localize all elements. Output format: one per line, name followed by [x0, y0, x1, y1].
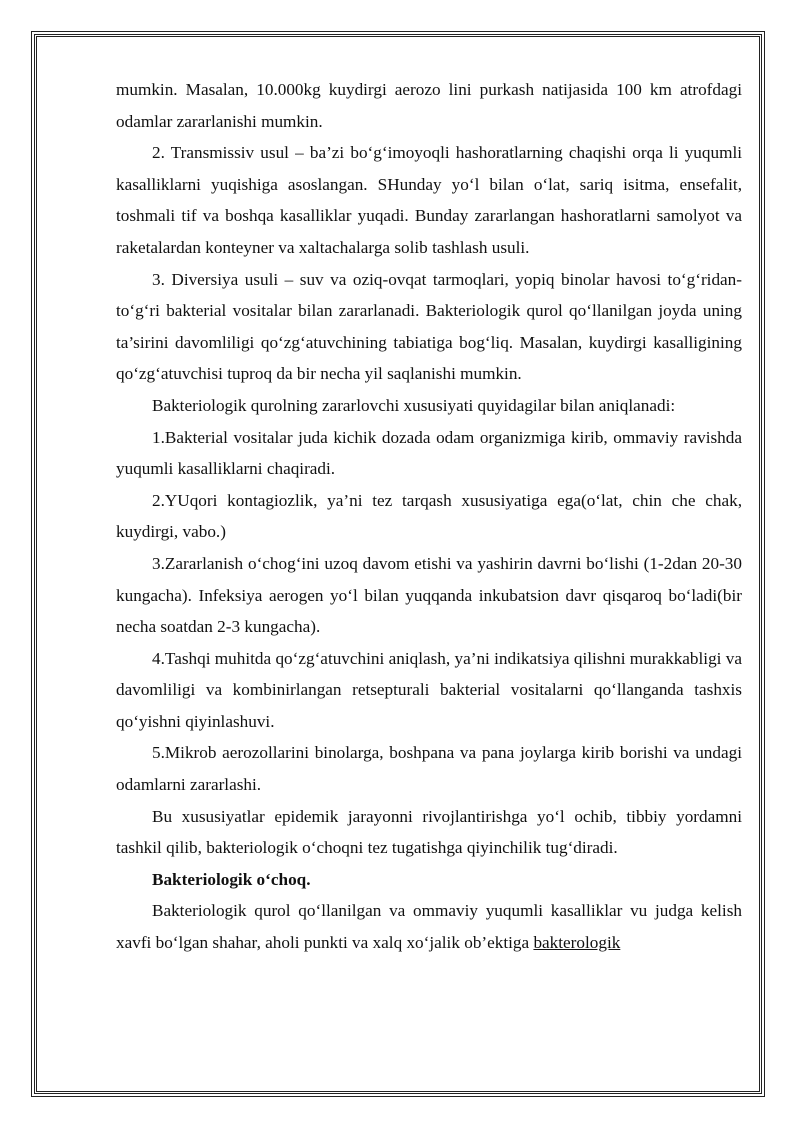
document-body — [116, 74, 742, 959]
paragraph-diversiya-usuli: 3. Diversiya usuli – suv va oziq-ovqat tarmoqlari, yopiq binolar havosi to‘g‘ridan-to‘g‘ri bakterial vositalar bilan zararlanadi. Bakteriologik qurol qo‘llanilgan joyda uning ta’sirini davomliligi qo‘zg‘atuvchining tabiatiga bog‘liq. Masalan, kuydirgi kasalligining qo‘zg‘atuvchisi tuproq da bir necha yil saqlanishi mumkin. — [116, 269, 742, 384]
paragraph-summary: Bu xususiyatlar epidemik jarayonni rivojlantirishga yo‘l ochib, tibbiy yordamni tashkil qilib, bakteriologik o‘choqni tez tugatishga qiyinchilik tug‘diradi. — [116, 806, 742, 858]
list-item-2: 2.YUqori kontagiozlik, ya’ni tez tarqash xususiyatiga ega(o‘lat, chin che chak, kuydirgi, vabo.) — [116, 490, 742, 542]
underlined-word: bakterologik — [533, 933, 621, 953]
list-item-5: 5.Mikrob aerozollarini binolarga, boshpana va pana joylarga kirib borishi va undagi odamlarni zararlashi. — [116, 743, 742, 795]
paragraph-last — [116, 895, 742, 958]
list-item-4: 4.Tashqi muhitda qo‘zg‘atuvchini aniqlash, ya’ni indikatsiya qilishni murakkabligi va davomliligi va kombinirlangan retsepturali bakterial vositalarni qo‘llanganda tashxis qo‘yishni qiyinlashuvi. — [116, 648, 742, 731]
list-item-1: 1.Bakterial vositalar juda kichik dozada odam organizmiga kirib, ommaviy ravishda yuqumli kasalliklarni chaqiradi. — [116, 427, 742, 479]
section-heading: Bakteriologik o‘choq. — [152, 869, 311, 889]
paragraph-transmissiv-usul: 2. Transmissiv usul – ba’zi bo‘g‘imoyoqli hashoratlarning chaqishi orqa li yuqumli kasalliklarni yuqishiga asoslangan. SHunday yo‘l bilan o‘lat, sariq isitma, ensefalit, toshmali tif va boshqa kasalliklar yuqadi. Bunday zararlangan hashoratlarni samolyot va raketalardan konteyner va xaltachalarga solib tashlash usuli. — [116, 143, 742, 257]
paragraph-continuation: mumkin. Masalan, 10.000kg kuydirgi aerozo lini purkash natijasida 100 km atrofdagi odamlar zararlanishi mumkin. — [116, 80, 742, 131]
paragraph-last-text: Bakteriologik qurol qo‘llanilgan va ommaviy yuqumli kasalliklar vu judga kelish xavfi bo‘lgan shahar, aholi punkti va xalq xo‘jalik ob’ektiga — [116, 901, 742, 953]
paragraph-intro-list: Bakteriologik qurolning zararlovchi xususiyati quyidagilar bilan aniqlanadi: — [152, 395, 676, 415]
list-item-3: 3.Zararlanish o‘chog‘ini uzoq davom etishi va yashirin davrni bo‘lishi (1-2dan 20-30 kungacha). Infeksiya aerogen yo‘l bilan yuqqanda inkubatsion davr qisqaroq bo‘ladi(bir necha soatdan 2-3 kungacha). — [116, 553, 742, 637]
